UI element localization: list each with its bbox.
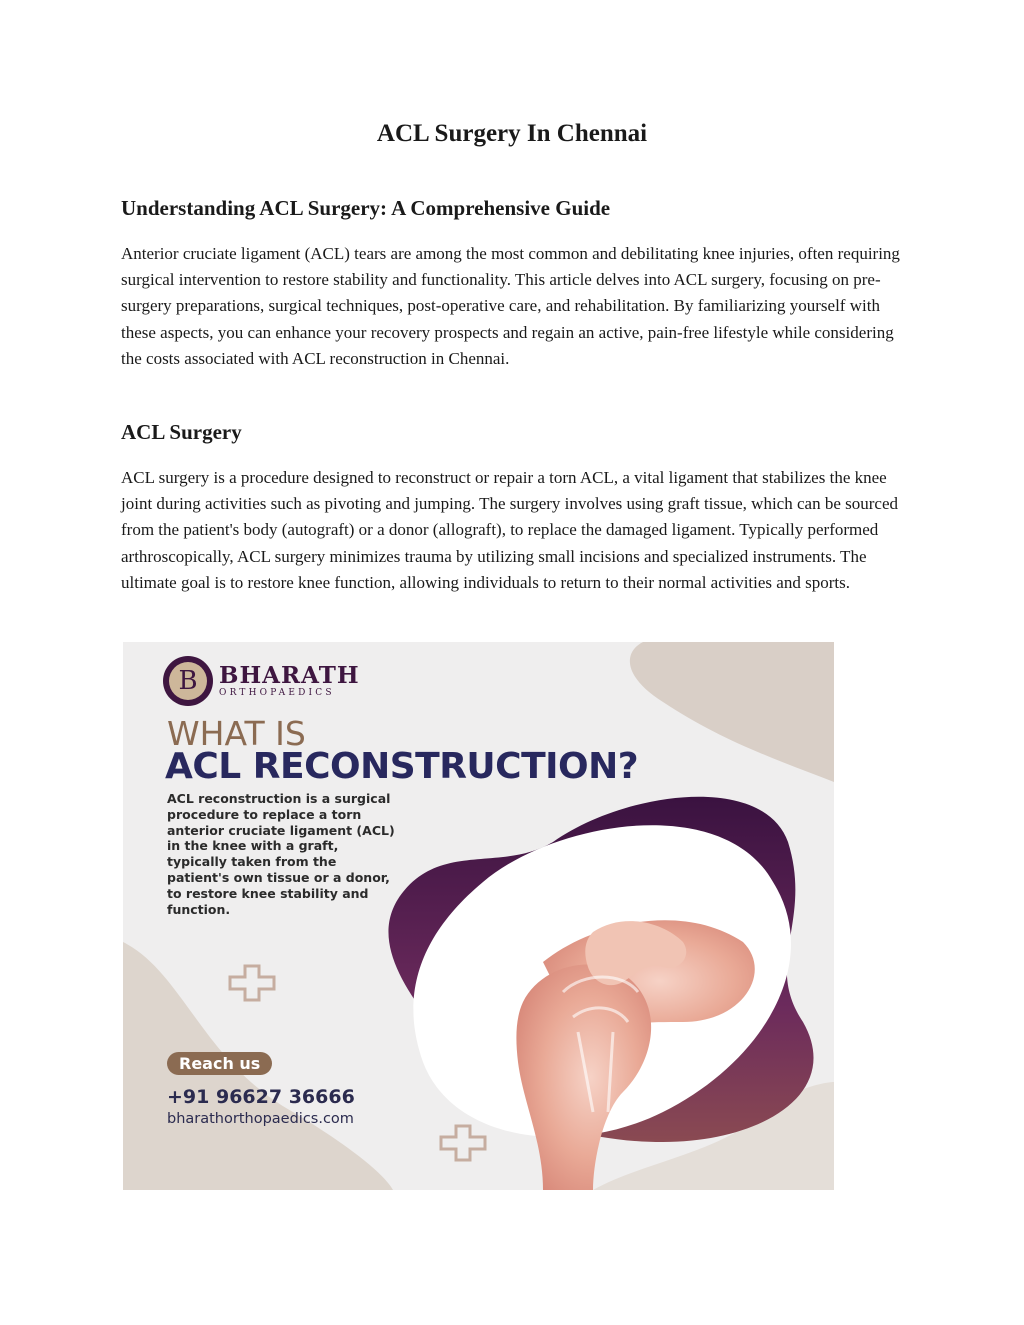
logo-letter: B xyxy=(169,662,207,700)
page-title: ACL Surgery In Chennai xyxy=(376,120,648,147)
logo-name: BHARATH xyxy=(219,662,360,689)
bharath-logo xyxy=(163,656,360,706)
banner-description: ACL reconstruction is a surgical procedure to replace a torn anterior cruciate ligament (ACL) in the knee with a graft, typically taken from the patient's own tissue or a donor, to restore knee stability and function. xyxy=(167,791,395,917)
knee xyxy=(516,965,651,1190)
plus-icon xyxy=(439,1124,487,1162)
section-paragraph-acl-surgery: ACL surgery is a procedure designed to reconstruct or repair a torn ACL, a vital ligament that stabilizes the knee joint during activities such as pivoting and jumping. The surgery involves using graft tissue, which can be sourced from the patient's body (autograft) or a donor (allograft), to replace the damaged ligament. Typically performed arthroscopically, ACL surgery minimizes trauma by utilizing small incisions and specialized instruments. The ultimate goal is to restore knee function, allowing individuals to return to their normal activities and sports. xyxy=(121,468,898,592)
section-heading-guide: Understanding ACL Surgery: A Comprehensive Guide xyxy=(121,196,611,220)
beige-blob-top xyxy=(630,642,834,782)
banner-what-is: WHAT IS xyxy=(167,714,306,753)
banner-website: bharathorthopaedics.com xyxy=(167,1111,354,1127)
plus-icon xyxy=(228,964,276,1002)
logo-subtitle: ORTHOPAEDICS xyxy=(219,688,335,698)
reach-us-label: Reach us xyxy=(167,1052,272,1075)
acl-reconstruction-banner xyxy=(123,642,834,1190)
banner-phone: +91 96627 36666 xyxy=(167,1086,355,1108)
section-paragraph-intro: Anterior cruciate ligament (ACL) tears are among the most common and debilitating knee injuries, often requiring surgical intervention to restore stability and functionality. This article delves into ACL surgery, focusing on pre-surgery preparations, surgical techniques, post-operative care, and rehabilitation. By familiarizing yourself with these aspects, you can enhance your recovery prospects and regain an active, pain-free lifestyle while considering the costs associated with ACL reconstruction in Chennai. xyxy=(121,244,900,368)
logo-badge xyxy=(163,656,213,706)
section-heading-acl-surgery: ACL Surgery xyxy=(121,420,242,444)
banner-headline: ACL RECONSTRUCTION? xyxy=(165,746,639,787)
